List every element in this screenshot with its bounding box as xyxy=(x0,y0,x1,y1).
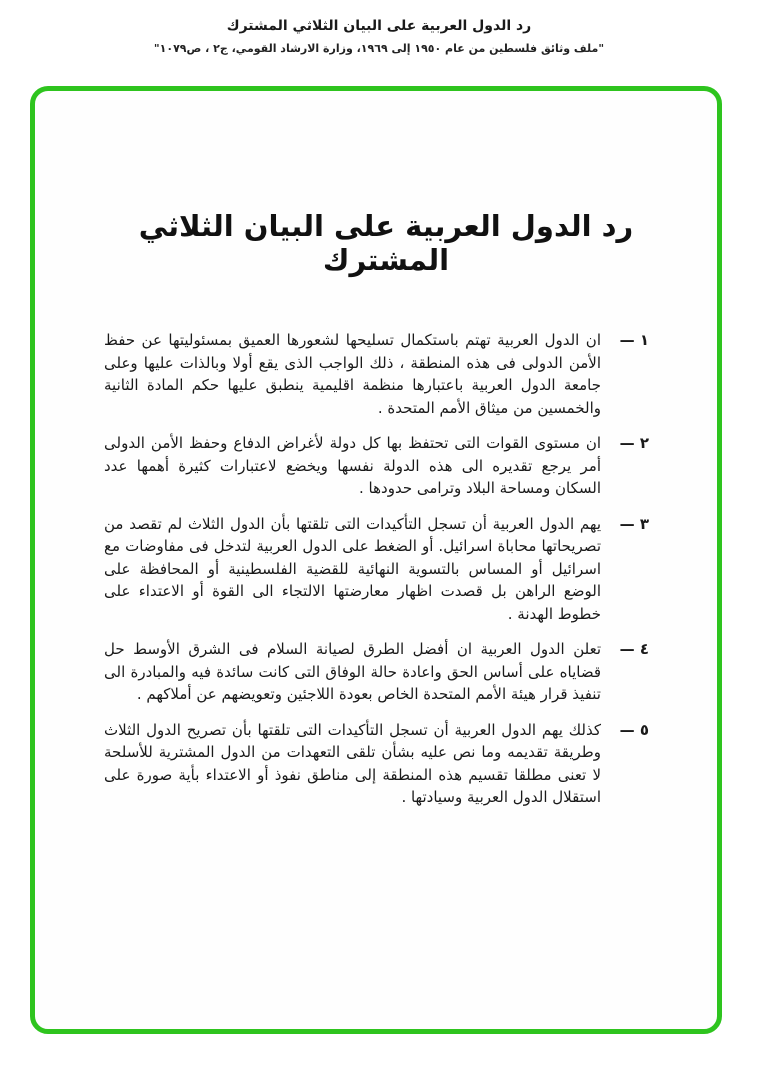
paragraph-2-number: ٢ — xyxy=(619,434,649,452)
paragraph-1 xyxy=(104,329,649,419)
paragraph-1-number: ١ — xyxy=(619,331,649,349)
paragraph-5-text: كذلك يهم الدول العربية أن تسجل التأكيدات التى تلقتها بأن تصريح الدول الثلاث وطريقة تقديمه وما نص عليه بشأن تلقى التعهدات من الدول المشترية للأسلحة لا تعنى مطلقا تقسيم هذه المنطقة إلى مناطق نفوذ أو الاعتداء بأية صورة على استقلال الدول العربية وسيادتها . xyxy=(104,720,601,806)
paragraph-3 xyxy=(104,513,649,626)
paragraph-5 xyxy=(104,719,649,809)
paragraph-4-number: ٤ — xyxy=(619,640,649,658)
paragraph-list xyxy=(104,329,649,809)
paragraph-1-text: ان الدول العربية تهتم باستكمال تسليحها لشعورها العميق بمسئوليتها عن حفظ الأمن الدولى فى هذه المنطقة ، ذلك الواجب الذى يقع أولا وبالذات عليها وعلى جامعة الدول العربية باعتبارها منظمة اقليمية ينطبق عليها حكم المادة الثانية والخمسين من ميثاق الأمم المتحدة . xyxy=(104,331,601,417)
paragraph-5-number: ٥ — xyxy=(619,720,649,739)
paragraph-4-text: تعلن الدول العربية ان أفضل الطرق لصيانة السلام فى الشرق الأوسط حل قضاياه على أساس الحق واعادة حالة الوفاق التى كانت سائدة فيه والمبادرة الى تنفيذ قرار هيئة الأمم المتحدة الخاص بعودة اللاجئين وتعويضهم عن أملاكهم . xyxy=(104,640,601,703)
scanned-document-content xyxy=(35,91,717,809)
header-source-citation: "ملف وثائق فلسطين من عام ١٩٥٠ إلى ١٩٦٩، وزارة الارشاد القومي، ج٢ ، ص١٠٧٩" xyxy=(153,42,605,55)
paragraph-2 xyxy=(104,432,649,500)
scanned-document-frame xyxy=(30,86,722,1034)
paragraph-3-text: يهم الدول العربية أن تسجل التأكيدات التى تلقتها بأن الدول الثلاث لم تقصد من تصريحاتها محاباة اسرائيل. أو الضغط على الدول العربية لتدخل فى مفاوضات مع اسرائيل أو المساس بالتسوية النهائية للقضية الفلسطينية أو المحافظة على الوضع الراهن بل قصدت اظهار معارضتها الالتجاء الى القوة أو الاعتداء على خطوط الهدنة . xyxy=(104,514,601,623)
paragraph-2-text: ان مستوى القوات التى تحتفظ بها كل دولة لأغراض الدفاع وحفظ الأمن الدولى أمر يرجع تقديره الى هذه الدولة نفسها ويخضع لاعتبارات كثيرة أهمها عدد السكان ومساحة البلاد وترامى حدودها . xyxy=(104,434,601,497)
document-title: رد الدول العربية على البيان الثلاثي المشترك xyxy=(138,209,634,277)
header-title: رد الدول العربية على البيان الثلاثي المشترك xyxy=(226,18,532,34)
paragraph-4 xyxy=(104,638,649,706)
paragraph-3-number: ٣ — xyxy=(619,514,649,533)
page-header xyxy=(0,0,758,55)
